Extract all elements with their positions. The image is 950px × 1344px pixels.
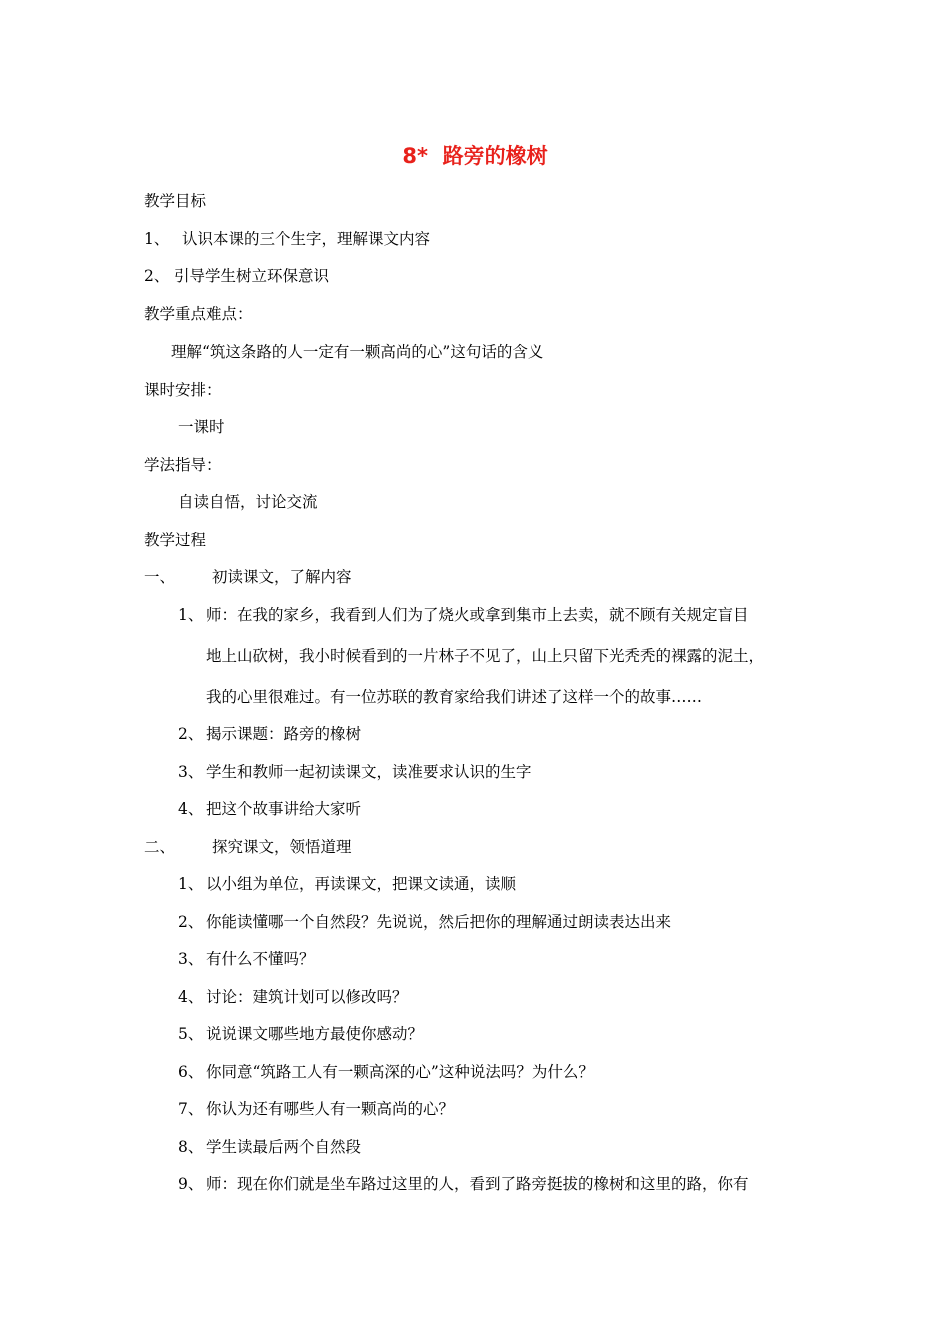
list-item — [178, 1062, 594, 1082]
key-text: 理解“筑这条路的人一定有一颗高尚的心”这句话的含义 — [171, 343, 544, 361]
item-text: 师：在我的家乡，我看到人们为了烧火或拿到集市上去卖，就不顾有关规定盲目 — [206, 606, 749, 624]
item-text: 讨论：建筑计划可以修改吗？ — [206, 988, 408, 1006]
item-number: 9、 — [178, 1175, 204, 1193]
item-number: 2、 — [178, 913, 204, 931]
item-text: 你同意“筑路工人有一颗高深的心”这种说法吗？为什么？ — [206, 1063, 594, 1081]
key-heading: 教学重点难点： — [144, 305, 253, 323]
item-text: 师：现在你们就是坐车路过这里的人，看到了路旁挺拔的橡树和这里的路，你有 — [206, 1175, 749, 1193]
list-item — [178, 762, 532, 782]
goal-text: 引导学生树立环保意识 — [174, 267, 330, 285]
item-number: 3、 — [178, 950, 204, 968]
item-number: 1、 — [178, 875, 204, 893]
goal-item — [144, 266, 329, 286]
list-item — [178, 1174, 749, 1194]
list-item — [178, 987, 408, 1007]
item-text: 把这个故事讲给大家听 — [206, 800, 362, 818]
list-item — [178, 724, 361, 744]
item-number: 4、 — [178, 800, 204, 818]
item-text-continued: 地上山砍树，我小时候看到的一片林子不见了，山上只留下光秃秃的裸露的泥土， — [206, 647, 765, 665]
item-number: 7、 — [178, 1100, 204, 1118]
list-item — [178, 1137, 361, 1157]
part-title: 探究课文，领悟道理 — [212, 838, 352, 856]
list-item — [178, 1024, 423, 1044]
page-title: 8* 路旁的橡树 — [402, 144, 548, 168]
item-number: 6、 — [178, 1063, 204, 1081]
list-item — [178, 1099, 454, 1119]
item-number: 8、 — [178, 1138, 204, 1156]
time-text: 一课时 — [178, 418, 225, 436]
item-number: 1、 — [178, 606, 204, 624]
method-heading: 学法指导： — [144, 456, 222, 474]
goals-heading: 教学目标 — [144, 192, 207, 210]
item-number: 2、 — [178, 725, 204, 743]
goal-item — [144, 229, 430, 249]
list-item — [178, 949, 315, 969]
item-text: 有什么不懂吗？ — [206, 950, 315, 968]
method-text: 自读自悟，讨论交流 — [178, 493, 318, 511]
process-heading: 教学过程 — [144, 531, 207, 549]
goal-text: 认识本课的三个生字，理解课文内容 — [182, 230, 431, 248]
item-text: 学生和教师一起初读课文，读准要求认识的生字 — [206, 763, 532, 781]
item-text: 以小组为单位，再读课文，把课文读通，读顺 — [206, 875, 517, 893]
item-text: 你能读懂哪一个自然段？先说说，然后把你的理解通过朗读表达出来 — [206, 913, 672, 931]
list-item — [178, 799, 361, 819]
goal-number: 2、 — [144, 267, 170, 285]
part-number: 二、 — [144, 838, 176, 856]
item-number: 3、 — [178, 763, 204, 781]
part-two-heading — [144, 837, 352, 857]
goal-number: 1、 — [144, 230, 170, 248]
item-text-continued: 我的心里很难过。有一位苏联的教育家给我们讲述了这样一个的故事…… — [206, 688, 703, 706]
part-one-heading — [144, 567, 352, 587]
item-text: 说说课文哪些地方最使你感动？ — [206, 1025, 424, 1043]
item-text: 揭示课题：路旁的橡树 — [206, 725, 362, 743]
item-text: 学生读最后两个自然段 — [206, 1138, 362, 1156]
time-heading: 课时安排： — [144, 381, 222, 399]
item-number: 4、 — [178, 988, 204, 1006]
item-number: 5、 — [178, 1025, 204, 1043]
item-text: 你认为还有哪些人有一颗高尚的心？ — [206, 1100, 455, 1118]
list-item — [178, 605, 749, 625]
part-number: 一、 — [144, 568, 176, 586]
list-item — [178, 874, 516, 894]
list-item — [178, 912, 671, 932]
part-title: 初读课文，了解内容 — [212, 568, 352, 586]
